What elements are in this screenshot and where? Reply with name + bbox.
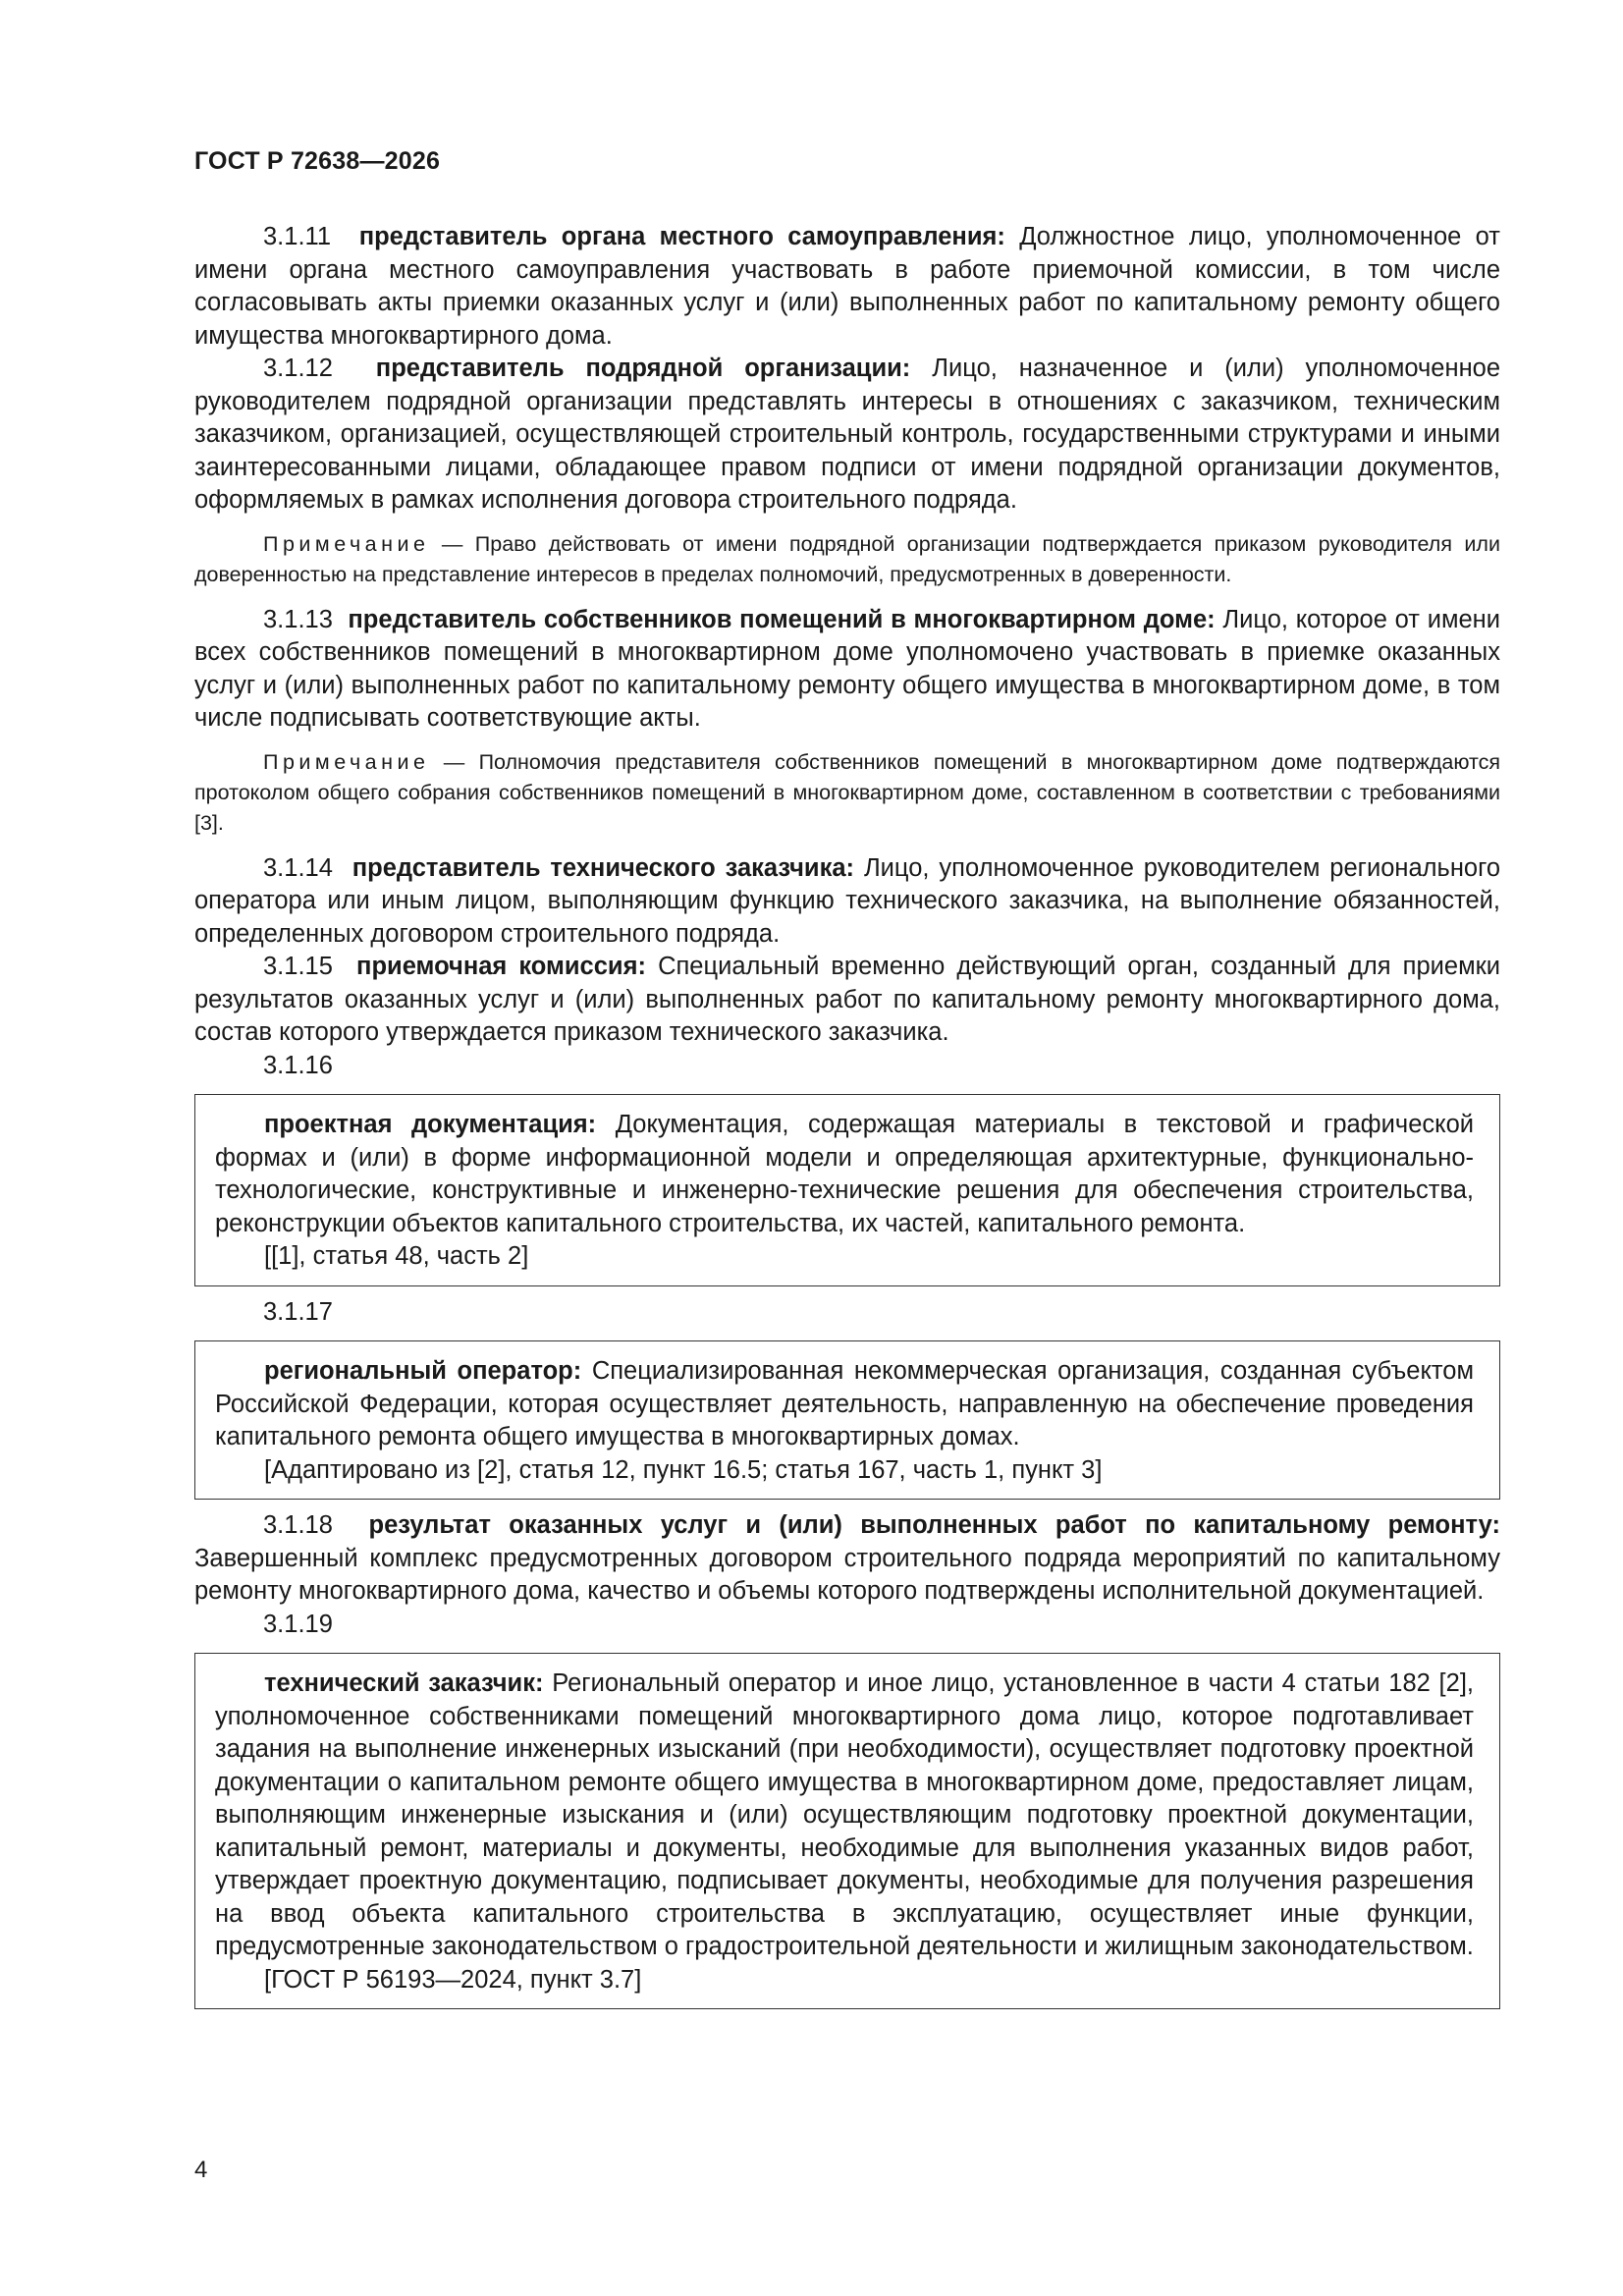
note-text: — Полномочия представителя собственников помещений в многоквартирном доме подтверждаются протоколом общего собрания собственников помещений в многоквартирном доме, составленном в соответствии с требованиями [3]. [194, 749, 1500, 835]
note-label: Примечание [263, 531, 430, 556]
term-entry-3-1-14 [194, 852, 1500, 952]
term-number: 3.1.14 [263, 853, 333, 882]
term-definition: Должностное лицо, уполномоченное от имени органа местного самоуправления участвовать в работе приемочной комиссии, в том числе согласовывать акты приемки оказанных услуг и (или) выполненных работ по капитальному ремонту общего имущества многоквартирного дома. [194, 223, 1500, 350]
term-number: 3.1.15 [263, 953, 333, 980]
term-source: [ГОСТ Р 56193—2024, пункт 3.7] [264, 1965, 642, 1994]
term-box-3-1-17 [194, 1340, 1500, 1500]
term-title: технический заказчик: [264, 1669, 544, 1697]
term-number-3-1-16: 3.1.16 [263, 1051, 333, 1079]
term-entry-3-1-18 [194, 1509, 1500, 1609]
term-title: представитель технического заказчика: [352, 853, 855, 882]
term-number: 3.1.18 [263, 1511, 333, 1539]
page-number: 4 [194, 2157, 208, 2183]
term-box-3-1-19 [194, 1653, 1500, 2009]
term-title: региональный оператор: [264, 1357, 582, 1385]
term-definition: Завершенный комплекс предусмотренных договором строительного подряда мероприятий по капитальному ремонту многоквартирного дома, качество и объемы которого подтверждены исполнительной документацией. [194, 1544, 1500, 1605]
term-title: приемочная комиссия: [356, 953, 646, 980]
term-definition: Специализированная некоммерческая организация, созданная субъектом Российской Федерации, которая осуществляет деятельность, направленную на обеспечение проведения капитального ремонта общего имущества в многоквартирных домах. [215, 1357, 1474, 1450]
term-number: 3.1.13 [263, 605, 333, 633]
term-entry-3-1-11 [194, 221, 1500, 353]
term-entry [215, 1109, 1474, 1240]
term-source: [[1], статья 48, часть 2] [264, 1242, 529, 1270]
document-body [194, 221, 1500, 2019]
term-definition: Специальный временно действующий орган, созданный для приемки результатов оказанных услуг и (или) выполненных работ по капитальному ремонту многоквартирного дома, состав которого утверждается приказом технического заказчика. [194, 953, 1500, 1046]
term-title: результат оказанных услуг и (или) выполненных работ по капитальному ремонту: [368, 1511, 1501, 1539]
term-title: представитель собственников помещений в многоквартирном доме: [348, 605, 1216, 633]
term-title: представитель подрядной организации: [375, 355, 911, 382]
term-entry-3-1-13 [194, 604, 1500, 736]
term-entry [215, 1667, 1474, 1964]
term-title: представитель органа местного самоуправления: [358, 223, 1005, 250]
term-box-3-1-16 [194, 1094, 1500, 1286]
note-label: Примечание [263, 749, 430, 774]
term-definition: Лицо, которое от имени всех собственников помещений в многоквартирном доме уполномочено участвовать в приемке оказанных услуг и (или) выполненных работ по капитальному ремонту общего имущества в многоквартирном доме, в том числе подписывать соответствующие акты. [194, 605, 1500, 732]
term-number: 3.1.12 [263, 355, 333, 382]
term-number-3-1-17: 3.1.17 [263, 1297, 333, 1326]
term-entry [215, 1355, 1474, 1454]
term-definition: Лицо, уполномоченное руководителем регионального оператора или иным лицом, выполняющим функцию технического заказчика, на выполнение обязанностей, определенных договором строительного подряда. [194, 853, 1501, 948]
term-entry-3-1-15 [194, 951, 1500, 1050]
note-3-1-12 [194, 529, 1500, 590]
note-text: — Право действовать от имени подрядной организации подтверждается приказом руководителя или доверенностью на представление интересов в пределах полномочий, предусмотренных в доверенности. [194, 531, 1500, 586]
term-number-3-1-19: 3.1.19 [263, 1610, 333, 1638]
document-header: ГОСТ Р 72638—2026 [194, 147, 441, 175]
term-definition: Лицо, назначенное и (или) уполномоченное руководителем подрядной организации представлять интересы в отношениях с заказчиком, техническим заказчиком, организацией, осуществляющей строительный контроль, государственными структурами и иными заинтересованными лицами, обладающее правом подписи от имени подрядной организации документов, оформляемых в рамках исполнения договора строительного подряда. [194, 355, 1501, 514]
note-3-1-13 [194, 747, 1500, 839]
term-source: [Адаптировано из [2], статья 12, пункт 16.5; статья 167, часть 1, пункт 3] [264, 1455, 1103, 1484]
term-title: проектная документация: [264, 1111, 597, 1138]
term-definition: Документация, содержащая материалы в текстовой и графической формах и (или) в форме информационной модели и определяющая архитектурные, функционально-технологические, конструктивные и инженерно-технические решения для обеспечения строительства, реконструкции объектов капитального строительства, их частей, капитального ремонта. [215, 1111, 1474, 1237]
term-number: 3.1.11 [263, 223, 332, 250]
term-definition: Региональный оператор и иное лицо, установленное в части 4 статьи 182 [2], уполномоченное собственниками помещений многоквартирного дома лицо, которое подготавливает задания на выполнение инженерных изысканий (при необходимости), осуществляет подготовку проектной документации о капитальном ремонте общего имущества в многоквартирном доме, предоставляет лицам, выполняющим инженерные изыскания и (или) осуществляющим подготовку проектной документации, капитальный ремонт, материалы и документы, необходимые для выполнения указанных видов работ, утверждает проектную документацию, подписывает документы, необходимые для получения разрешения на ввод объекта капитального строительства в эксплуатацию, осуществляет иные функции, предусмотренные законодательством о градостроительной деятельности и жилищным законодательством. [215, 1669, 1474, 1960]
term-entry-3-1-12 [194, 353, 1500, 518]
